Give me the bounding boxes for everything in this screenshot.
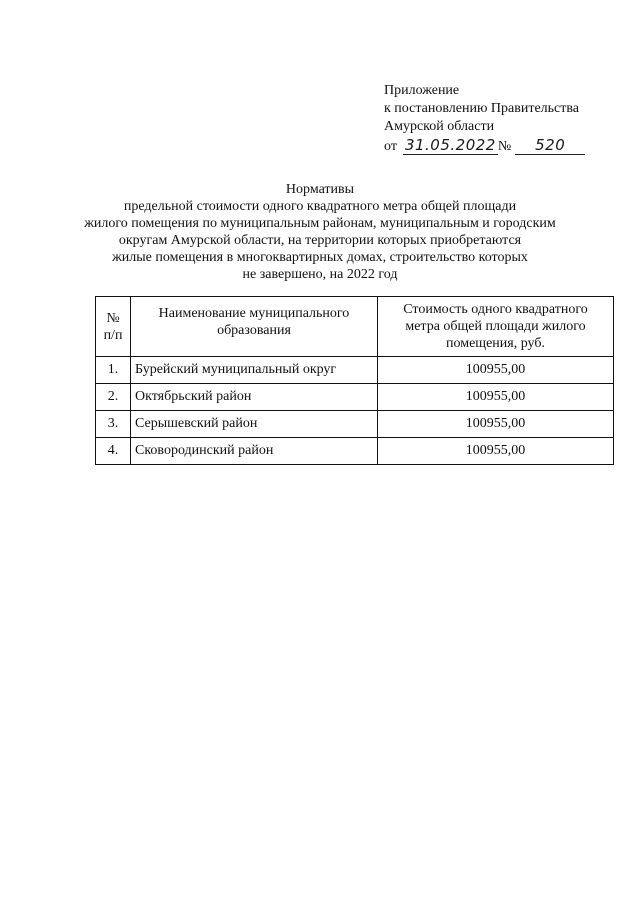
row-municipality: Октябрьский район bbox=[131, 384, 378, 411]
document-title bbox=[60, 181, 580, 283]
row-municipality: Сковородинский район bbox=[131, 438, 378, 465]
header-municipality-line: Наименование муниципального bbox=[158, 306, 350, 321]
title-line: не завершено, на 2022 год bbox=[242, 267, 398, 282]
row-municipality: Серышевский район bbox=[131, 411, 378, 438]
row-cost: 100955,00 bbox=[378, 411, 614, 438]
appendix-region-line: Амурской области bbox=[384, 119, 495, 134]
row-cost: 100955,00 bbox=[378, 384, 614, 411]
header-cost-line: помещения, руб. bbox=[446, 336, 545, 351]
table-row bbox=[96, 357, 614, 384]
header-municipality bbox=[131, 297, 378, 357]
header-number-line: п/п bbox=[103, 327, 123, 343]
header-cost bbox=[378, 297, 614, 357]
header-municipality-line: образования bbox=[217, 323, 291, 338]
title-line: жилые помещения в многоквартирных домах, строительство которых bbox=[112, 250, 528, 265]
number-label: № bbox=[497, 139, 512, 154]
table-row bbox=[96, 438, 614, 465]
header-number-line: № bbox=[106, 310, 120, 326]
appendix-block bbox=[384, 82, 585, 156]
header-cost-line: метра общей площади жилого bbox=[405, 319, 586, 334]
row-number: 1. bbox=[96, 357, 131, 384]
row-municipality: Бурейский муниципальный округ bbox=[131, 357, 378, 384]
appendix-title: Приложение bbox=[384, 83, 460, 98]
table-row bbox=[96, 411, 614, 438]
handwritten-date: 31.05.2022 bbox=[404, 136, 496, 154]
from-label: от bbox=[384, 139, 397, 154]
header-cost-line: Стоимость одного квадратного bbox=[403, 302, 588, 317]
handwritten-number: 520 bbox=[515, 136, 585, 155]
row-number: 4. bbox=[96, 438, 131, 465]
row-cost: 100955,00 bbox=[378, 357, 614, 384]
title-heading: Нормативы bbox=[285, 182, 355, 197]
norms-table bbox=[95, 296, 614, 465]
title-line: округам Амурской области, на территории которых приобретаются bbox=[118, 233, 522, 248]
row-number: 2. bbox=[96, 384, 131, 411]
appendix-date-line bbox=[384, 136, 585, 156]
header-number bbox=[96, 297, 131, 357]
table-row bbox=[96, 384, 614, 411]
title-line: предельной стоимости одного квадратного метра общей площади bbox=[123, 199, 517, 214]
title-line: жилого помещения по муниципальным районам, муниципальным и городским bbox=[84, 216, 556, 231]
row-cost: 100955,00 bbox=[378, 438, 614, 465]
appendix-resolution-line: к постановлению Правительства bbox=[384, 101, 580, 116]
table-header-row bbox=[96, 297, 614, 357]
row-number: 3. bbox=[96, 411, 131, 438]
